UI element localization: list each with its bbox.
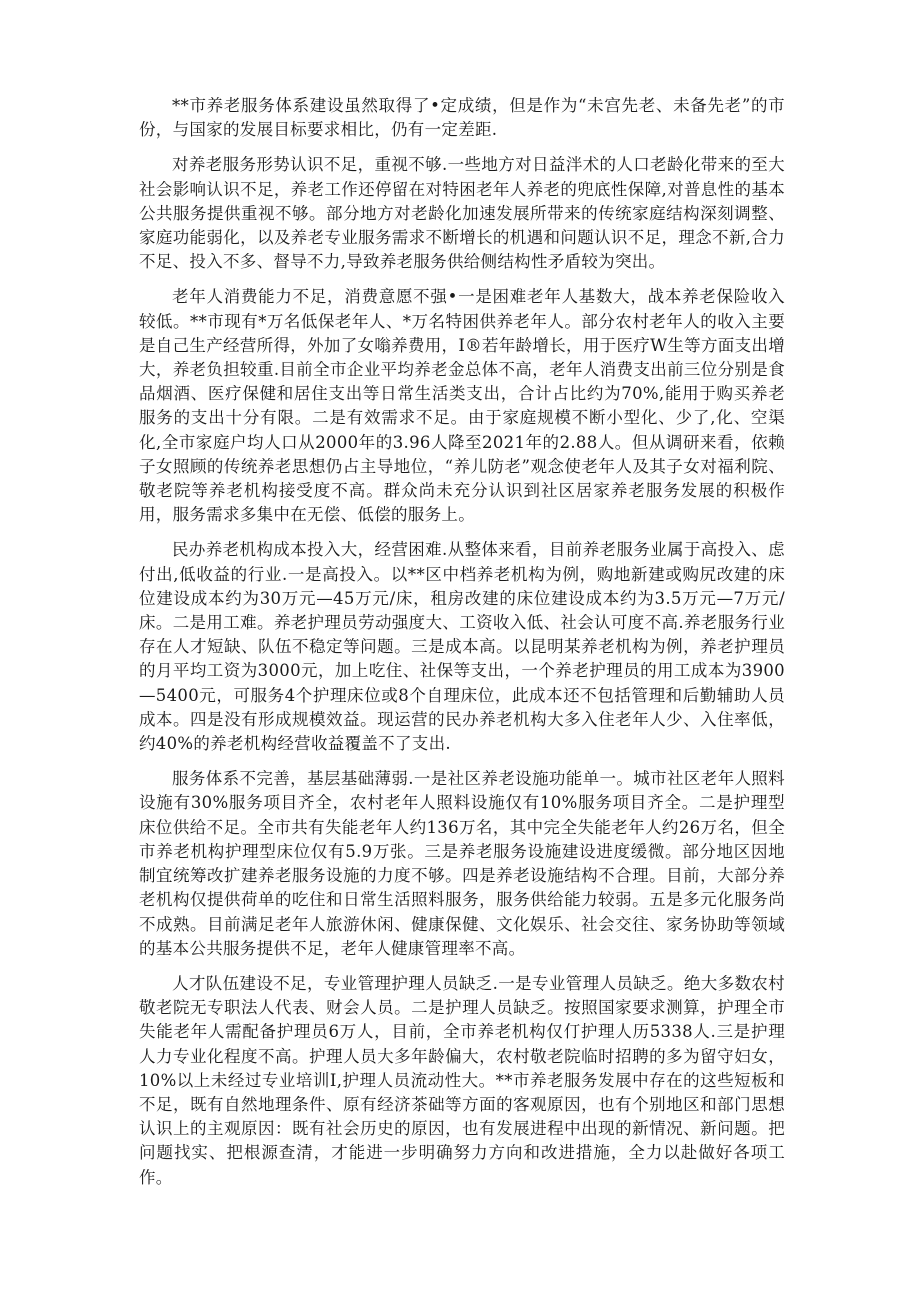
paragraph-awareness: 对养老服务形势认识不足，重视不够.一些地方对日益泮术的人口老龄化带来的至大社会影响认识不足，养老工作还停留在对特困老年人养老的兜底性保障,对普息性的基本公共服务提供重视不够。部分地方对老龄化加速发展所带来的传统家庭结构深刻调整、家庭功能弱化，以及养老专业服务需求不断增长的机遇和问题认识不足，理念不新,合力不足、投入不多、督导不力,导致养老服务供给侧结构性矛盾较为突出。 (139, 155, 785, 272)
paragraph-service-system: 服务体系不完善，基层基础薄弱.一是社区养老设施功能单一。城市社区老年人照料设施有30%服务项目齐全，农村老年人照料设施仅有10%服务项目齐全。二是护理型床位供给不足。全市共有失能老年人约136万名，其中完全失能老年人约26万名，但全市养老机构护理型床位仅有5.9万张。三是养老服务设施建设进度缓微。部分地区因地制宜统筹改扩建养老服务设施的力度不够。四是养老设施结构不合理。目前，大部分养老机构仅提供荷单的吃住和日常生活照料服务，服务供给能力较弱。五是多元化服务尚不成熟。目前满足老年人旅游休闲、健康保健、文化娱乐、社会交往、家务协助等领域的基本公共服务提供不足，老年人健康管理率不高。 (139, 769, 785, 958)
document-body (139, 94, 785, 1201)
paragraph-talent: 人才队伍建设不足，专业管理护理人员缺乏.一是专业管理人员缺乏。绝大多数农村敬老院无专职法人代表、财会人员。二是护理人员缺乏。按照国家要求测算，护理全市失能老年人需配备护理员6万人，目前，全市养老机构仅仃护理人历5338人.三是护理人力专业化程度不高。护理人员大多年龄偏大，农村敬老院临时招聘的多为留守妇女，10%以上未经过专业培训I,护理人员流动性大。**市养老服务发展中存在的这些短板和不足，既有自然地理条件、原有经济茶础等方面的客观原因，也有个别地区和部门思想认识上的主观原因：既有社会历史的原因，也有发展进程中出现的新情况、新问题。把问题找实、把根源查清，才能进一步明确努力方向和改进措施，全力以赴做好各项工作。 (139, 973, 785, 1187)
paragraph-private-institutions: 民办养老机构成本投入大，经营困难.从整体来看，目前养老服务业属于高投入、虑付出,低收益的行业.一是高投入。以**区中档养老机构为例，购地新建或购尻改建的床位建设成本约为30万元—45万元/床，租房改建的床位建设成本约为3.5万元—7万元/床。二是用工难。养老护理员劳动强度大、工资收入低、社会认可度不高.养老服务行业存在人才短缺、队伍不稳定等问题。三是成本高。以昆明某养老机构为例，养老护理员的月平均工资为3000元，加上吃住、社保等支出，一个养老护理员的用工成本为3900—5400元，可服务4个护理床位或8个自理床位，此成本还不包括管理和后勤辅助人员成本。四是没有形成规模效益。现运营的民办养老机构大多入住老年人少、入住率低，约40%的养老机构经营收益覆盖不了支出. (139, 540, 785, 754)
paragraph-consumption: 老年人消费能力不足，消费意愿不强•一是困难老年人基数大，战本养老保险收入较低。**市现有*万名低保老年人、*万名特困供养老年人。部分农村老年人的收入主要是自己生产经营所得，外加了女嗡养费用，I®若年龄增长，用于医疗W生等方面支出增大，养老负担较重.目前全市企业平均养老金总体不高，老年人消费支出前三位分别是食品烟酒、医疗保健和居住支出等日常生活类支出，合计占比约为70%,能用于购买养老服务的支出十分有限。二是有效需求不足。由于家庭规模不断小型化、少了,化、空渠化,全市家庭户均人口从2000年的3.96人降至2021年的2.88人。但从调研来看，依赖子女照顾的传统养老思想仍占主导地位，“养儿防老”观念使老年人及其子女对福利院、敬老院等养老机构接受度不高。群众尚未充分认识到社区居家养老服务发展的积极作用，服务需求多集中在无偿、低偿的服务上。 (139, 287, 785, 525)
paragraph-intro: **市养老服务体系建设虽然取得了•定成绩，但是作为“未宫先老、未备先老”的市份，与国家的发展目标要求相比，仍有一定差距. (139, 96, 785, 140)
